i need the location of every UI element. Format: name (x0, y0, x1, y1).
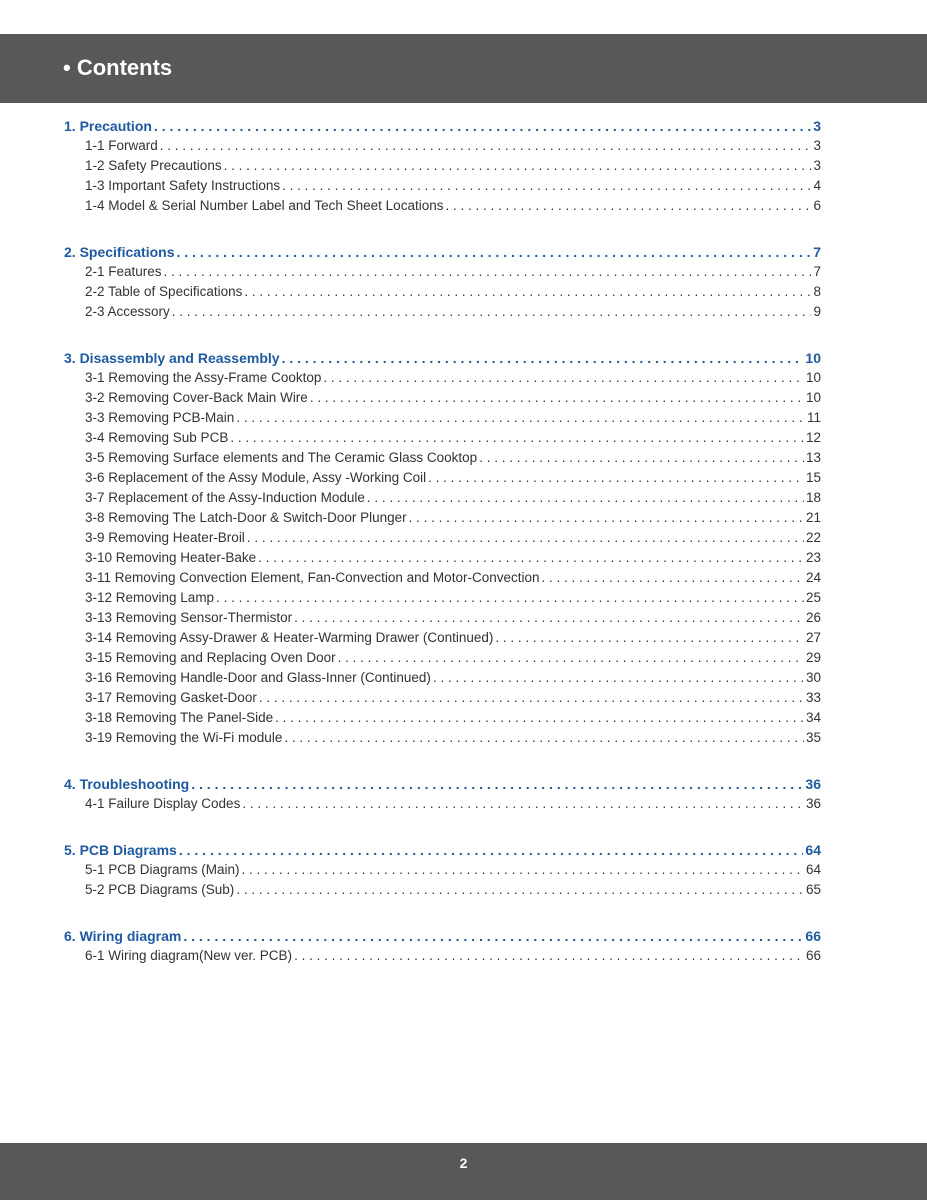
toc-entry[interactable] (64, 688, 821, 708)
toc-heading-title: 4. Troubleshooting (64, 776, 190, 792)
toc-entry-title: 2-3 Accessory (85, 304, 170, 319)
toc-entry-page: 10 (805, 390, 821, 405)
toc-heading[interactable] (64, 116, 821, 136)
dot-leader (176, 242, 811, 262)
toc-section (64, 774, 821, 814)
toc-entry[interactable] (64, 468, 821, 488)
dot-leader (164, 262, 812, 282)
toc-entry-page: 24 (805, 570, 821, 585)
toc-entry[interactable] (64, 946, 821, 966)
toc-entry-title: 3-6 Replacement of the Assy Module, Assy -Working Coil (85, 470, 427, 485)
toc-entry-page: 36 (805, 796, 821, 811)
dot-leader (294, 608, 804, 628)
toc-heading[interactable] (64, 774, 821, 794)
toc-entry-title: 1-3 Important Safety Instructions (85, 178, 281, 193)
toc-entry[interactable] (64, 708, 821, 728)
toc-heading-title: 1. Precaution (64, 118, 152, 134)
dot-leader (409, 508, 804, 528)
toc-entry[interactable] (64, 668, 821, 688)
toc-entry-page: 64 (805, 862, 821, 877)
toc-entry[interactable] (64, 728, 821, 748)
toc-entry-page: 35 (805, 730, 821, 745)
toc-entry[interactable] (64, 794, 821, 814)
toc-entry[interactable] (64, 408, 821, 428)
toc-entry-title: 3-17 Removing Gasket-Door (85, 690, 257, 705)
toc-entry-title: 1-2 Safety Precautions (85, 158, 222, 173)
toc-entry-title: 2-2 Table of Specifications (85, 284, 243, 299)
toc-entry[interactable] (64, 302, 821, 322)
dot-leader (495, 628, 804, 648)
dot-leader (275, 708, 804, 728)
toc-entry-title: 3-16 Removing Handle-Door and Glass-Inner (Continued) (85, 670, 431, 685)
toc-entry-page: 23 (805, 550, 821, 565)
toc-heading-title: 5. PCB Diagrams (64, 842, 177, 858)
dot-leader (172, 302, 812, 322)
dot-leader (230, 428, 804, 448)
page-title: • Contents (63, 55, 173, 80)
dot-leader (160, 136, 812, 156)
toc-entry-title: 3-14 Removing Assy-Drawer & Heater-Warming Drawer (Continued) (85, 630, 494, 645)
dot-leader (259, 688, 804, 708)
toc-entry[interactable] (64, 448, 821, 468)
toc-entry[interactable] (64, 136, 821, 156)
toc-entry[interactable] (64, 428, 821, 448)
toc-entry-title: 3-7 Replacement of the Assy-Induction Module (85, 490, 365, 505)
toc-entry-title: 4-1 Failure Display Codes (85, 796, 241, 811)
toc-entry-page: 33 (805, 690, 821, 705)
dot-leader (338, 648, 804, 668)
toc-entry-page: 18 (805, 490, 821, 505)
dot-leader (323, 368, 804, 388)
toc-heading-title: 3. Disassembly and Reassembly (64, 350, 280, 366)
toc-entry-page: 3 (813, 138, 821, 153)
toc-entry-title: 3-8 Removing The Latch-Door & Switch-Door Plunger (85, 510, 407, 525)
toc-entry-title: 3-5 Removing Surface elements and The Ceramic Glass Cooktop (85, 450, 478, 465)
toc-entry-page: 8 (813, 284, 821, 299)
toc-entry-title: 3-15 Removing and Replacing Oven Door (85, 650, 336, 665)
toc-entry[interactable] (64, 628, 821, 648)
toc-heading-page: 64 (805, 842, 821, 858)
toc-entry[interactable] (64, 528, 821, 548)
dot-leader (428, 468, 804, 488)
toc-entry[interactable] (64, 176, 821, 196)
dot-leader (242, 794, 804, 814)
dot-leader (242, 860, 804, 880)
toc-entry-page: 9 (813, 304, 821, 319)
toc-entry-page: 30 (805, 670, 821, 685)
toc-entry[interactable] (64, 880, 821, 900)
toc-heading-page: 36 (805, 776, 821, 792)
toc-section (64, 242, 821, 322)
toc-entry-page: 29 (805, 650, 821, 665)
toc-entry-title: 3-13 Removing Sensor-Thermistor (85, 610, 293, 625)
toc-entry-title: 3-18 Removing The Panel-Side (85, 710, 274, 725)
toc-section (64, 840, 821, 900)
toc-entry-page: 7 (813, 264, 821, 279)
toc-entry-title: 3-12 Removing Lamp (85, 590, 215, 605)
toc-heading-title: 6. Wiring diagram (64, 928, 182, 944)
toc-entry-title: 3-2 Removing Cover-Back Main Wire (85, 390, 308, 405)
toc-entry-page: 12 (805, 430, 821, 445)
toc-entry-page: 13 (805, 450, 821, 465)
toc-entry-title: 2-1 Features (85, 264, 162, 279)
dot-leader (445, 196, 811, 216)
toc-entry-page: 6 (813, 198, 821, 213)
toc-heading[interactable] (64, 348, 821, 368)
toc-heading-page: 66 (805, 928, 821, 944)
dot-leader (479, 448, 804, 468)
toc-entry-title: 1-4 Model & Serial Number Label and Tech Sheet Locations (85, 198, 444, 213)
dot-leader (541, 568, 803, 588)
toc-entry[interactable] (64, 548, 821, 568)
toc-heading-page: 7 (813, 244, 821, 260)
toc-entry-title: 3-11 Removing Convection Element, Fan-Convection and Motor-Convection (85, 570, 540, 585)
toc-entry-page: 66 (805, 948, 821, 963)
toc-entry[interactable] (64, 388, 821, 408)
toc-entry[interactable] (64, 156, 821, 176)
dot-leader (247, 528, 804, 548)
toc-heading-title: 2. Specifications (64, 244, 175, 260)
dot-leader (282, 176, 811, 196)
dot-leader (284, 728, 804, 748)
toc-entry-page: 3 (813, 158, 821, 173)
toc-section (64, 926, 821, 966)
toc-entry[interactable] (64, 508, 821, 528)
dot-leader (367, 488, 804, 508)
dot-leader (236, 880, 804, 900)
dot-leader (224, 156, 812, 176)
dot-leader (179, 840, 804, 860)
toc-entry-page: 4 (813, 178, 821, 193)
toc-entry-title: 3-19 Removing the Wi-Fi module (85, 730, 283, 745)
toc-entry-page: 11 (806, 410, 821, 425)
dot-leader (191, 774, 803, 794)
dot-leader (294, 946, 804, 966)
page-number: 2 (459, 1155, 468, 1171)
toc-entry-page: 10 (805, 370, 821, 385)
footer-bar (0, 1143, 927, 1200)
dot-leader (258, 548, 804, 568)
toc-entry-page: 25 (805, 590, 821, 605)
toc-entry-title: 6-1 Wiring diagram(New ver. PCB) (85, 948, 293, 963)
toc-entry[interactable] (64, 568, 821, 588)
header-bar (0, 34, 927, 103)
toc-entry[interactable] (64, 860, 821, 880)
toc-entry[interactable] (64, 368, 821, 388)
toc-section (64, 348, 821, 748)
toc-entry-title: 3-9 Removing Heater-Broil (85, 530, 245, 545)
toc-entry[interactable] (64, 648, 821, 668)
toc-entry[interactable] (64, 262, 821, 282)
dot-leader (433, 668, 804, 688)
toc-entry[interactable] (64, 282, 821, 302)
toc-entry-page: 22 (805, 530, 821, 545)
toc-entry[interactable] (64, 488, 821, 508)
toc-section (64, 116, 821, 216)
toc-entry-title: 3-4 Removing Sub PCB (85, 430, 229, 445)
toc-entry-page: 26 (805, 610, 821, 625)
toc-heading-page: 3 (813, 118, 821, 134)
toc-entry[interactable] (64, 608, 821, 628)
toc-entry-page: 15 (805, 470, 821, 485)
toc-entry-title: 5-1 PCB Diagrams (Main) (85, 862, 240, 877)
dot-leader (154, 116, 811, 136)
toc-entry[interactable] (64, 588, 821, 608)
table-of-contents (64, 116, 821, 992)
dot-leader (282, 348, 804, 368)
toc-entry-page: 65 (805, 882, 821, 897)
toc-heading[interactable] (64, 840, 821, 860)
toc-entry-title: 3-3 Removing PCB-Main (85, 410, 235, 425)
toc-entry-title: 1-1 Forward (85, 138, 158, 153)
toc-entry-title: 5-2 PCB Diagrams (Sub) (85, 882, 235, 897)
dot-leader (310, 388, 804, 408)
toc-entry[interactable] (64, 196, 821, 216)
toc-entry-title: 3-1 Removing the Assy-Frame Cooktop (85, 370, 322, 385)
toc-entry-page: 27 (805, 630, 821, 645)
toc-heading-page: 10 (805, 350, 821, 366)
toc-entry-page: 21 (805, 510, 821, 525)
dot-leader (244, 282, 811, 302)
toc-heading[interactable] (64, 242, 821, 262)
dot-leader (216, 588, 804, 608)
toc-heading[interactable] (64, 926, 821, 946)
toc-entry-title: 3-10 Removing Heater-Bake (85, 550, 257, 565)
dot-leader (236, 408, 805, 428)
dot-leader (183, 926, 803, 946)
toc-entry-page: 34 (805, 710, 821, 725)
